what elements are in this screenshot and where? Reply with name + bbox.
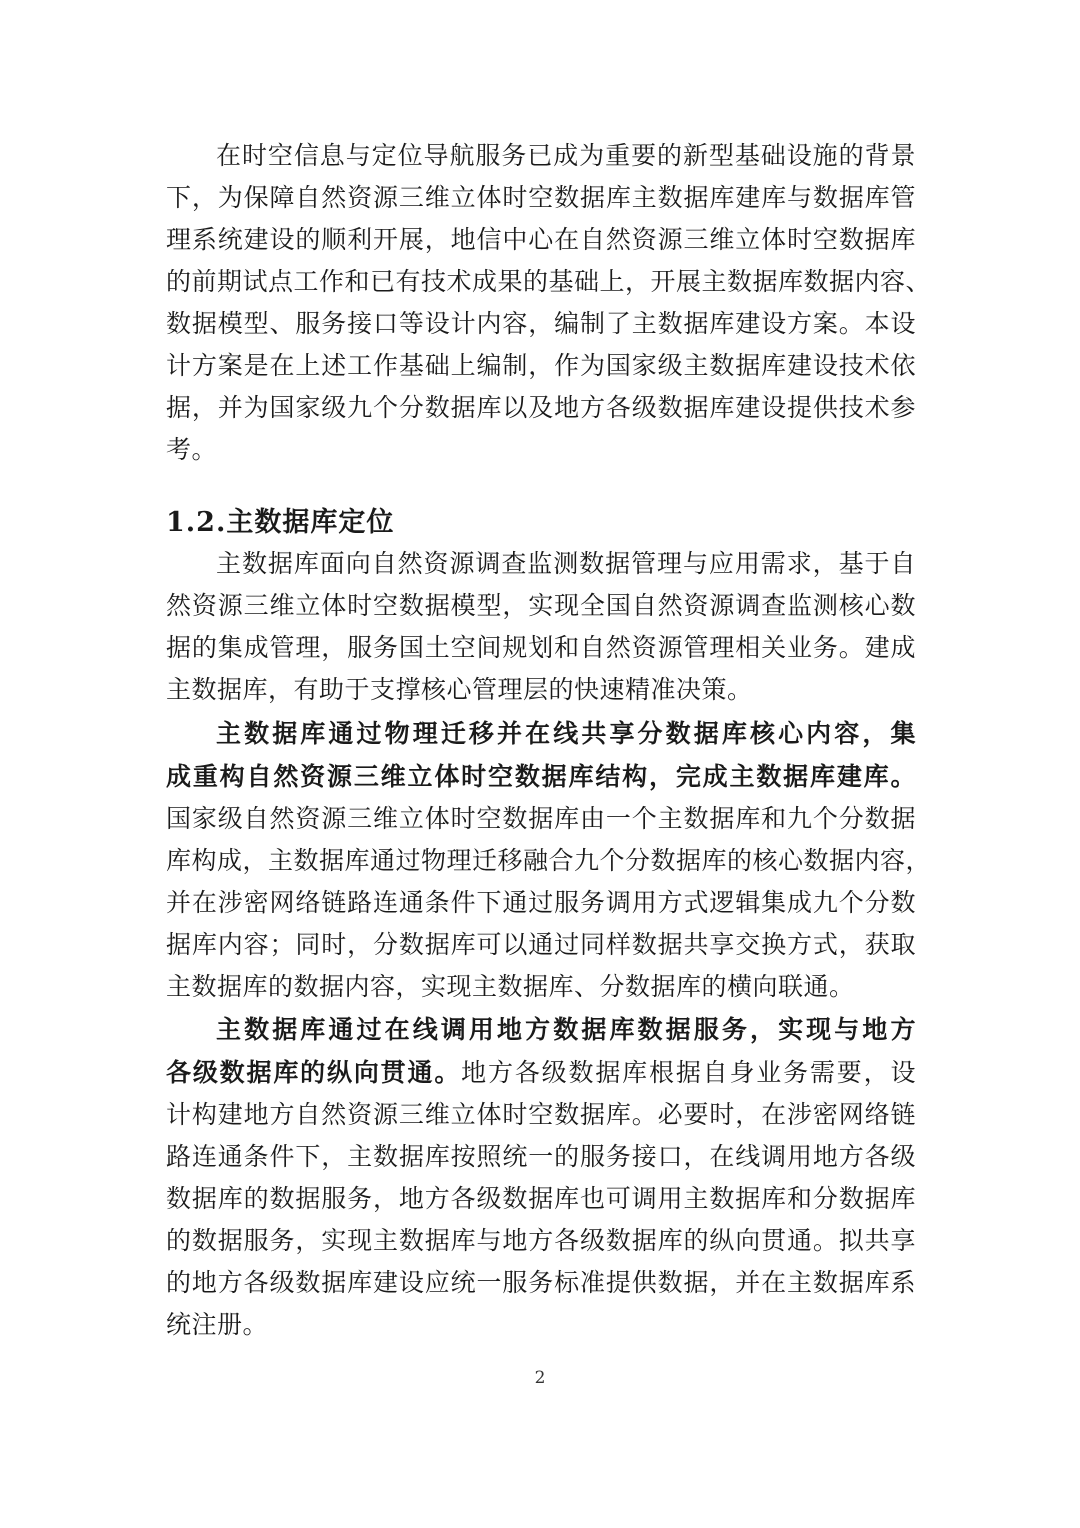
paragraph-1-line-1: 在时空信息与定位导航服务已成为重要的新型基础设施的背景 <box>216 141 916 170</box>
paragraph-4-line-8: 统注册。 <box>166 1310 269 1339</box>
paragraph-1-line-5: 数据模型、服务接口等设计内容，编制了主数据库建设方案。本设 <box>166 309 916 338</box>
paragraph-4-line-5: 数据库的数据服务，地方各级数据库也可调用主数据库和分数据库 <box>166 1184 916 1213</box>
paragraph-4-bold-span: 各级数据库的纵向贯通。 <box>166 1058 462 1087</box>
paragraph-3-line-1: 国家级自然资源三维立体时空数据库由一个主数据库和九个分数据 <box>166 804 916 833</box>
paragraph-2-line-4: 主数据库，有助于支撑核心管理层的快速精准决策。 <box>166 675 753 704</box>
paragraph-3-bold-line-1: 主数据库通过物理迁移并在线共享分数据库核心内容，集 <box>216 719 916 748</box>
paragraph-4-bold-line-1: 主数据库通过在线调用地方数据库数据服务，实现与地方 <box>216 1015 916 1044</box>
paragraph-4-line-6: 的数据服务，实现主数据库与地方各级数据库的纵向贯通。拟共享 <box>166 1226 916 1255</box>
paragraph-1-line-3: 理系统建设的顺利开展，地信中心在自然资源三维立体时空数据库 <box>166 225 916 254</box>
paragraph-3-bold-line-2: 成重构自然资源三维立体时空数据库结构，完成主数据库建库。 <box>166 762 916 791</box>
paragraph-4-line-3: 计构建地方自然资源三维立体时空数据库。必要时，在涉密网络链 <box>166 1100 916 1129</box>
paragraph-1-line-7: 据，并为国家级九个分数据库以及地方各级数据库建设提供技术参 <box>166 393 916 422</box>
paragraph-4-line-2-rest: 地方各级数据库根据自身业务需要，设 <box>461 1058 916 1087</box>
paragraph-1-line-6: 计方案是在上述工作基础上编制，作为国家级主数据库建设技术依 <box>166 351 916 380</box>
paragraph-2-line-3: 据的集成管理，服务国土空间规划和自然资源管理相关业务。建成 <box>166 633 916 662</box>
paragraph-3-line-5: 主数据库的数据内容，实现主数据库、分数据库的横向联通。 <box>166 972 855 1001</box>
paragraph-2-line-2: 然资源三维立体时空数据模型，实现全国自然资源调查监测核心数 <box>166 591 916 620</box>
paragraph-4-line-4: 路连通条件下，主数据库按照统一的服务接口，在线调用地方各级 <box>166 1142 916 1171</box>
paragraph-4-line-2 <box>166 1052 916 1094</box>
paragraph-1-line-2: 下，为保障自然资源三维立体时空数据库主数据库建库与数据库管 <box>166 183 916 212</box>
paragraph-1-line-4: 的前期试点工作和已有技术成果的基础上，开展主数据库数据内容、 <box>166 267 932 296</box>
paragraph-3-line-2: 库构成，主数据库通过物理迁移融合九个分数据库的核心数据内容， <box>166 846 932 875</box>
paragraph-1-line-8: 考。 <box>166 435 218 464</box>
paragraph-2-line-1: 主数据库面向自然资源调查监测数据管理与应用需求，基于自 <box>216 549 916 578</box>
paragraph-3-line-4: 据库内容；同时，分数据库可以通过同样数据共享交换方式，获取 <box>166 930 916 959</box>
section-heading: 1.2.主数据库定位 <box>166 507 395 538</box>
page-number: 2 <box>534 1368 546 1388</box>
paragraph-3-line-3: 并在涉密网络链路连通条件下通过服务调用方式逻辑集成九个分数 <box>166 888 916 917</box>
paragraph-4-line-7: 的地方各级数据库建设应统一服务标准提供数据，并在主数据库系 <box>166 1268 916 1297</box>
